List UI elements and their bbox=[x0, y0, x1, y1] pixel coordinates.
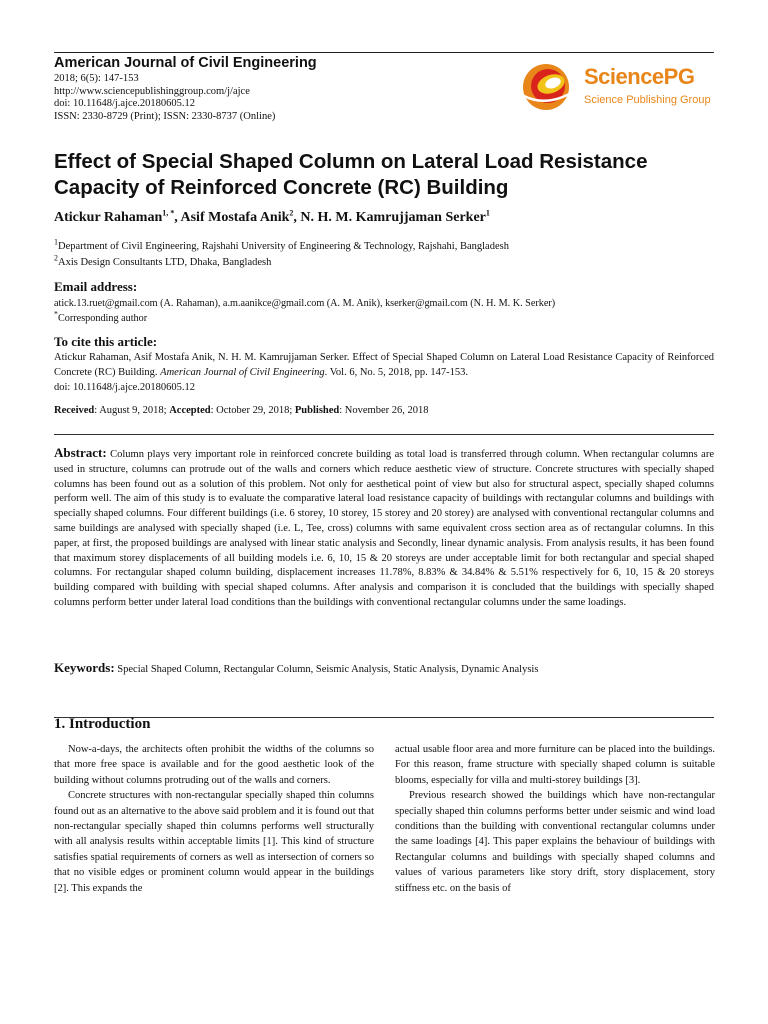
paragraph: Now-a-days, the architects often prohibit the widths of the columns so that more free space is available and for the good aesthetic look of the building without columns protruding out of the walls and corners. bbox=[54, 744, 374, 786]
affiliation bbox=[54, 255, 509, 271]
author-name: N. H. M. Kamrujjaman Serker bbox=[300, 210, 486, 225]
affiliation-text: Axis Design Consultants LTD, Dhaka, Bangladesh bbox=[58, 257, 272, 268]
sciencepg-logo bbox=[518, 60, 718, 112]
keywords-label: Keywords: bbox=[54, 660, 115, 675]
paragraph: Concrete structures with non-rectangular specially shaped thin columns found out as an alternative to the above said problem and it is found out that non-rectangular specially shaped thin columns performs well structurally with all analysis results within acceptable limits [1]. This kind of structure satisfies spatial requirements of corners as well as intersection of corners so that no visible edges or prominent column would appear in the buildings [2]. This expands the bbox=[54, 790, 374, 894]
abstract bbox=[54, 446, 714, 611]
corresponding-text: Corresponding author bbox=[58, 313, 148, 324]
sciencepg-logo-icon bbox=[518, 60, 580, 112]
email-addresses[interactable]: atick.13.ruet@gmail.com (A. Rahaman), a.m.aanikce@gmail.com (A. M. Anik), kserker@gmail.com (N. H. M. K. Serker) bbox=[54, 298, 556, 309]
paper-title: Effect of Special Shaped Column on Lateral Load Resistance Capacity of Reinforced Concrete (RC) Building bbox=[54, 150, 648, 199]
affiliation bbox=[54, 239, 509, 255]
affiliations bbox=[54, 239, 509, 271]
keywords-text: Special Shaped Column, Rectangular Column, Seismic Analysis, Static Analysis, Dynamic Analysis bbox=[117, 664, 539, 675]
accepted-date: : October 29, 2018; bbox=[210, 405, 295, 416]
corresponding-sup: * bbox=[54, 309, 58, 319]
published-label: Published bbox=[294, 405, 340, 416]
divider bbox=[54, 717, 714, 718]
citation bbox=[54, 350, 714, 395]
published-date: : November 26, 2018 bbox=[339, 405, 429, 416]
logo-tagline: Science Publishing Group bbox=[584, 94, 711, 106]
journal-meta bbox=[54, 73, 275, 123]
journal-url[interactable]: http://www.sciencepublishinggroup.com/j/ajce bbox=[54, 85, 250, 97]
abstract-text: Column plays very important role in reinforced concrete building as total load is transferred through column. When rectangular columns are used in structure, columns can protrude out of the walls and corners which reduce aesthetic view of structure. Concrete structures with specially shaped columns has been found out as a solution of this problem. Not only for aesthetical point of view but also for structural aspect, specially shaped columns perform well. The aim of this study is to evaluate the comparative lateral load resistance capacity of buildings with rectangular columns and buildings with specially shaped columns. Four different buildings (i.e. 6 storey, 10 storey, 15 storey and 20 storey) are analysed with conventional rectangular columns and same buildings are analysed with specially shaped (i.e. L, Tee, cross) columns with same equivalent cross section area as of rectangular columns. In this paper, at first, the proposed buildings are analysed with linear static analysis and Secondly, linear dynamic analysis. From analysis results, it has been found that maximum storey displacements of all building models i.e. 6, 10, 15 & 20 storeys are under acceptable limit for both rectangular and special shaped columns. For rectangular shaped column building, displacement increases 11.78%, 8.83% & 34.84% & 5.51% respectively for 6, 10, 15 & 20 storeys building compared with building with special shaped columns. After analysis and comparison it is concluded that the buildings with specially shaped columns perform better under lateral load conditions than the buildings with conventional rectangular columns under the same loadings. bbox=[54, 449, 714, 608]
author-sup: 1, * bbox=[162, 208, 175, 218]
body-column-right bbox=[395, 742, 715, 896]
email-heading: Email address: bbox=[54, 279, 138, 294]
accepted-label: Accepted bbox=[169, 405, 211, 416]
citation-doi: doi: 10.11648/j.ajce.20180605.12 bbox=[54, 382, 196, 393]
journal-doi: doi: 10.11648/j.ajce.20180605.12 bbox=[54, 98, 196, 109]
journal-issn: ISSN: 2330-8729 (Print); ISSN: 2330-8737 (Online) bbox=[54, 110, 276, 122]
received-label: Received bbox=[54, 405, 95, 416]
cite-heading: To cite this article: bbox=[54, 334, 158, 349]
received-date: : August 9, 2018; bbox=[94, 405, 170, 416]
email-block bbox=[54, 296, 714, 326]
logo-brand: SciencePG bbox=[584, 64, 695, 89]
citation-text: Atickur Rahaman, Asif Mostafa Anik, N. H. M. Kamrujjaman Serker. Effect of Special Shaped Column on Lateral Load Resistance Capacity of Reinforced Concrete (RC) Building. bbox=[54, 352, 714, 378]
journal-volume: 2018; 6(5): 147-153 bbox=[54, 73, 139, 84]
abstract-label: Abstract: bbox=[54, 445, 107, 460]
citation-journal: American Journal of Civil Engineering bbox=[160, 367, 325, 378]
author-name: Atickur Rahaman bbox=[54, 210, 163, 225]
citation-volume: . Vol. 6, No. 5, 2018, pp. 147-153. bbox=[324, 367, 469, 378]
author-list bbox=[54, 210, 490, 226]
header-rule bbox=[54, 52, 714, 53]
paragraph: actual usable floor area and more furniture can be placed into the buildings. For this reason, frame structure with specially shaped column is suitable blooms, especially for villa and multi-storey buildings [3]. bbox=[395, 744, 715, 786]
affiliation-text: Department of Civil Engineering, Rajshahi University of Engineering & Technology, Rajshahi, Bangladesh bbox=[58, 241, 509, 252]
divider bbox=[54, 434, 714, 435]
author-sup: 1 bbox=[485, 208, 490, 218]
author-sep: , bbox=[174, 210, 181, 225]
publication-dates bbox=[54, 405, 429, 416]
author-sep: , bbox=[293, 210, 301, 225]
body-column-left bbox=[54, 742, 374, 896]
journal-title: American Journal of Civil Engineering bbox=[54, 55, 317, 71]
section-heading-introduction: 1. Introduction bbox=[54, 716, 151, 732]
corresponding-note bbox=[54, 311, 714, 326]
keywords bbox=[54, 660, 714, 676]
affiliation-sup: 1 bbox=[54, 237, 58, 247]
paragraph: Previous research showed the buildings which have non-rectangular specially shaped thin columns performs better under seismic and wind load conditions than the building with conventional rectangular columns under the same loadings [4]. This paper explains the behaviour of buildings with Rectangular columns and buildings with specially shaped columns and values of various parameters like story drift, story displacement, story stiffness etc. on the basis of bbox=[395, 790, 715, 894]
author-sup: 2 bbox=[289, 208, 294, 218]
affiliation-sup: 2 bbox=[54, 253, 58, 263]
author-name: Asif Mostafa Anik bbox=[180, 210, 290, 225]
